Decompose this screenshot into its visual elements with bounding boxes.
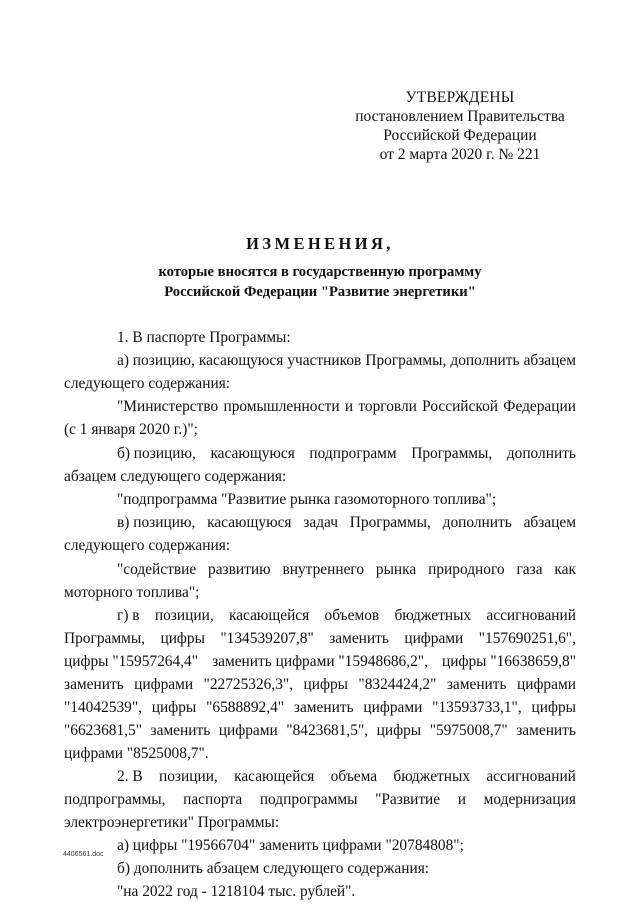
body-line-19: цифрами "8525008,7". [64, 745, 209, 762]
body-line-2 [117, 351, 576, 370]
word: и [344, 398, 354, 415]
body-line-5: (с 1 января 2020 г.)"; [64, 421, 198, 438]
body-line-24: б) дополнить абзацем следующего содержания: [117, 860, 430, 877]
subtitle-line-1: которые вносятся в государственную программу [158, 264, 482, 280]
word: промышленности [223, 398, 340, 415]
body-line-15 [64, 652, 576, 671]
body-line-16 [64, 675, 576, 694]
word: цифрами [363, 699, 423, 716]
body-line-1: 1. В паспорте Программы: [117, 329, 291, 346]
approval-line-1: постановлением Правительства [355, 108, 565, 125]
word: "22725326,3", [203, 676, 294, 693]
word: объемов [324, 607, 380, 624]
body-line-4 [117, 397, 576, 416]
body-line-20 [117, 767, 576, 786]
word: "14042539", [64, 699, 142, 716]
word: природного [428, 561, 505, 578]
word: "6588892,4" [206, 699, 285, 716]
word: торговли [358, 398, 417, 415]
word: "8423681,5", [286, 722, 369, 739]
word: касающуюся [210, 445, 295, 462]
word: заменить [516, 722, 576, 739]
word: Российской [422, 398, 499, 415]
word: подпрограммы, [64, 791, 166, 808]
word: "Министерство [117, 398, 219, 415]
word: подпрограммы [259, 791, 358, 808]
word: дополнить [506, 445, 576, 462]
approval-block [340, 88, 580, 164]
word: "134539207,8" [220, 630, 314, 647]
word: заменить [150, 722, 211, 739]
word: ассигнований [486, 607, 576, 624]
word: "содействие [117, 561, 197, 578]
word: модернизация [483, 791, 576, 808]
word: бюджетных [394, 607, 472, 624]
word: подпрограмм [309, 445, 397, 462]
approval-heading: УТВЕРЖДЕНЫ [405, 89, 515, 106]
word: цифры [151, 699, 197, 716]
word: заменить [293, 699, 354, 716]
word: "5975008,7" [429, 722, 508, 739]
word: развитию [208, 561, 271, 578]
word: "Развитие [375, 791, 441, 808]
word: бюджетных [393, 768, 471, 785]
word: "13593733,1", [432, 699, 522, 716]
word: "157690251,6", [478, 630, 576, 647]
approval-line-2: Российской Федерации [383, 127, 537, 144]
word: абзацем [523, 352, 576, 369]
word: а) позицию, [117, 352, 195, 369]
word: и [457, 791, 467, 808]
word: цифры "15957264,4" [64, 653, 198, 670]
body-line-14 [64, 629, 576, 648]
approval-line-3: от 2 марта 2020 г. № 221 [379, 146, 541, 163]
body-line-7: абзацем следующего содержания: [64, 468, 287, 485]
word: цифрами [134, 676, 194, 693]
word: задач [303, 514, 338, 531]
word: паспорта [183, 791, 243, 808]
word: цифры [531, 699, 576, 716]
word: позиции, [154, 607, 214, 624]
word: "8324424,2" [358, 676, 437, 693]
body-line-25: "на 2022 год - 1218104 тыс. рублей". [117, 883, 356, 900]
word: цифры "16638659,8" [442, 653, 576, 670]
word: Программы, [365, 352, 447, 369]
word: как [554, 561, 576, 578]
body-line-8: "подпрограмма "Развитие рынка газомоторного топлива"; [117, 491, 497, 508]
word: ассигнований [486, 768, 576, 785]
body-line-18 [64, 721, 576, 740]
body-line-22: электроэнергетики" Программы: [64, 814, 280, 831]
subtitle-line-2: Российской Федерации "Развитие энергетики" [164, 284, 476, 300]
word: заменить [446, 676, 507, 693]
word: дополнить [450, 352, 520, 369]
word: внутреннего [282, 561, 365, 578]
file-code: 4406561.doc [63, 851, 104, 858]
document-title: ИЗМЕНЕНИЯ, [246, 234, 394, 253]
word: Федерации [503, 398, 576, 415]
word: Программы, [64, 630, 146, 647]
word: объема [330, 768, 378, 785]
word: г) в [117, 607, 140, 624]
word: цифры [376, 722, 422, 739]
document-subtitle [0, 262, 640, 302]
word: касающуюся [198, 352, 284, 369]
word: в) позицию, [117, 514, 196, 531]
word: цифры [160, 630, 205, 647]
word: заменить [64, 676, 124, 693]
body-line-9 [117, 513, 576, 532]
word: цифрами [218, 722, 278, 739]
word: б) позицию, [117, 445, 196, 462]
word: цифры [303, 676, 348, 693]
body-line-11 [117, 560, 576, 579]
body-line-21 [64, 790, 576, 809]
word: касающейся [228, 607, 310, 624]
body-line-23: а) цифры "19566704" заменить цифрами "20784808"; [117, 837, 464, 854]
word: 2. В [117, 768, 143, 785]
word: рынка [375, 561, 417, 578]
body-line-13 [117, 606, 576, 625]
word: дополнить [442, 514, 512, 531]
word: касающуюся [207, 514, 292, 531]
word: цифрами [516, 676, 576, 693]
word: цифрами [404, 630, 464, 647]
body-line-12: моторного топлива"; [64, 584, 200, 601]
word: Программы, [411, 445, 493, 462]
word: заменить цифрами "15948686,2", [212, 653, 428, 670]
word: газа [516, 561, 543, 578]
word: касающейся [234, 768, 315, 785]
word: позиции, [158, 768, 218, 785]
body-line-6 [117, 444, 576, 463]
word: заменить [329, 630, 389, 647]
word: абзацем [523, 514, 576, 531]
body-line-3: следующего содержания: [64, 375, 231, 392]
word: Программы, [349, 514, 431, 531]
word: участников [287, 352, 362, 369]
word: "6623681,5" [64, 722, 142, 739]
body-line-10: следующего содержания: [64, 537, 231, 554]
body-line-17 [64, 698, 576, 717]
